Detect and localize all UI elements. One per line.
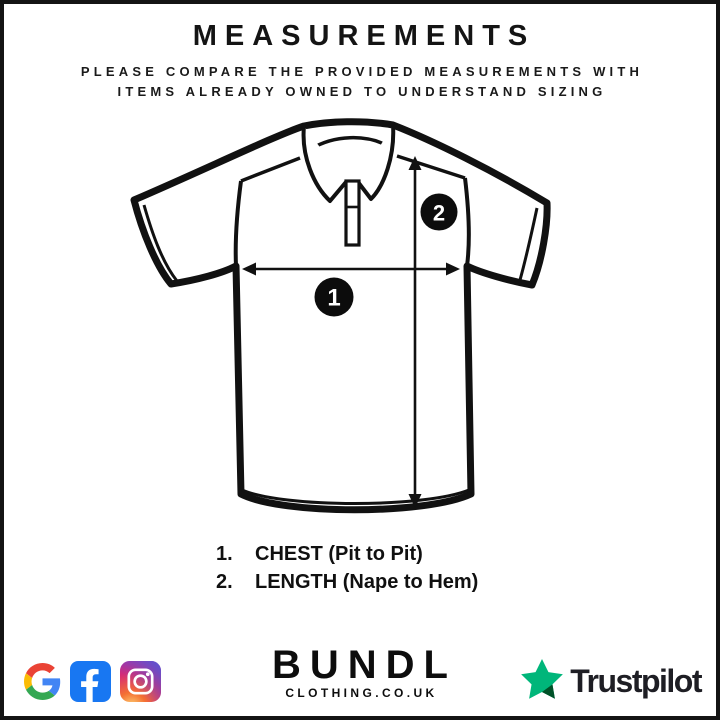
measurement-legend (4, 540, 716, 596)
header (4, 20, 716, 102)
legend-item-length (216, 568, 504, 596)
brand-tagline: CLOTHING.CO.UK (285, 686, 438, 700)
marker-2-label: 2 (432, 200, 446, 226)
marker-2 (421, 194, 458, 231)
polo-shirt-diagram (114, 109, 614, 529)
legend-number: 2. (216, 571, 233, 593)
trustpilot-star-icon (519, 659, 565, 703)
trustpilot-logo[interactable] (519, 656, 701, 706)
marker-1 (315, 278, 354, 317)
polo-shirt-svg (114, 109, 614, 529)
legend-text: CHEST (Pit to Pit) (255, 543, 423, 565)
subtitle-line-2: ITEMS ALREADY OWNED TO UNDERSTAND SIZING (117, 84, 607, 99)
placket (346, 181, 359, 245)
legend-text: LENGTH (Nape to Hem) (255, 571, 479, 593)
marker-1-label: 1 (327, 284, 341, 312)
legend-item-chest (216, 540, 504, 568)
page-title: MEASUREMENTS (192, 20, 536, 52)
subtitle-line-1: PLEASE COMPARE THE PROVIDED MEASUREMENTS WITH (80, 64, 644, 79)
trustpilot-label: Trustpilot (570, 662, 701, 699)
legend-number: 1. (216, 543, 233, 565)
brand-name: BUNDL (272, 643, 457, 687)
